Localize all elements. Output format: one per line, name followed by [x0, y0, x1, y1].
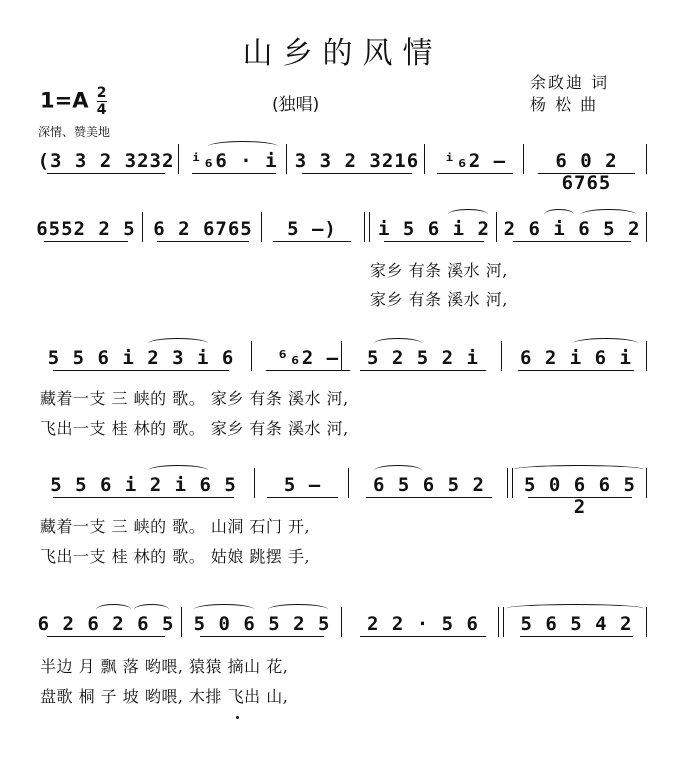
beam-line [200, 636, 324, 637]
composer: 杨 松 曲 [530, 95, 599, 114]
beam-line [366, 497, 492, 498]
beam-line [513, 241, 631, 242]
beam-line [273, 241, 350, 242]
measure: 5 0 6 6 5 2 [524, 474, 636, 518]
expression-mark: 深情、赞美地 [38, 125, 111, 139]
beam-line [192, 173, 276, 174]
measure: 5 — [260, 474, 345, 500]
beam-line [53, 497, 234, 498]
lyric-line: 半边 月 飘 落 哟喂, 猿猿 摘山 花, [40, 657, 289, 676]
measure: 6552 2 5 [36, 218, 136, 240]
beam-line [518, 370, 634, 371]
beam-line [267, 497, 338, 498]
lyric-line: 藏着一支 三 峡的 歌。 山洞 石门 开, [40, 517, 311, 536]
key-signature [40, 86, 107, 117]
measure: 5 —) [266, 218, 358, 244]
performance-note: (独唱) [272, 95, 320, 115]
measure: ⁱ₆2 — [430, 150, 520, 176]
measure: (3 3 2 3232 [37, 150, 175, 172]
measure: 6 0 2 6765 [529, 150, 644, 176]
measure: 2 6 i 6 5 2 [503, 218, 641, 240]
measure: 3 3 2 3216 [294, 150, 420, 172]
time-bottom: 4 [96, 102, 107, 118]
beam-line [520, 636, 633, 637]
measure: 5 2 5 2 i [348, 347, 498, 373]
measure: 6 5 6 5 2 [354, 474, 504, 500]
measure: ⁶₆2 — [258, 347, 358, 373]
score-system-3 [36, 337, 646, 373]
beam-line [266, 370, 350, 371]
score-system-4 [36, 464, 646, 518]
beam-line [360, 370, 486, 371]
score-system-5 [36, 603, 646, 639]
credits [530, 72, 609, 116]
key-label: 1=A [40, 88, 89, 113]
measure: 6 2 6 2 6 5 [37, 613, 175, 635]
lyric-line: 盘歌 桐 子 坡 哟喂, 木排 飞出 山, [40, 687, 289, 706]
measure: 5 5 6 i 2 3 i 6 [47, 347, 235, 369]
lyric-line: 飞出一支 桂 林的 歌。 姑娘 跳摆 手, [40, 547, 311, 566]
beam-line [302, 173, 411, 174]
song-title: 山乡的风情 [242, 36, 443, 71]
beam-line [157, 241, 249, 242]
measure: ⁱ₆6 · i [190, 150, 278, 172]
measure: 2 2 · 5 6 [348, 613, 498, 639]
measure: 6 2 6765 [153, 218, 253, 240]
measure: 5 6 5 4 2 [520, 613, 633, 635]
lyric-line: 家乡 有条 溪水 河, [370, 261, 508, 280]
beam-line [53, 370, 229, 371]
time-signature [97, 86, 107, 117]
score-system-1 [36, 140, 646, 194]
lyricist: 余政迪 词 [530, 73, 610, 92]
page-mark [236, 716, 239, 719]
measure: 5 0 6 5 2 5 [193, 613, 331, 635]
beam-line [44, 241, 128, 242]
beam-line [384, 241, 485, 242]
beam-line [360, 636, 486, 637]
beam-line [47, 636, 165, 637]
time-top: 2 [96, 85, 107, 101]
beam-line [437, 173, 513, 174]
beam-line [47, 173, 165, 174]
measure: 5 5 6 i 2 i 6 5 [50, 474, 237, 496]
lyric-line: 藏着一支 三 峡的 歌。 家乡 有条 溪水 河, [40, 389, 349, 408]
score-system-2 [36, 208, 646, 244]
measure: i 5 6 i 2 [378, 218, 490, 240]
beam-line [538, 173, 635, 174]
lyric-line: 家乡 有条 溪水 河, [370, 290, 508, 309]
lyric-line: 飞出一支 桂 林的 歌。 家乡 有条 溪水 河, [40, 419, 349, 438]
measure: 6 2 i 6 i [520, 347, 632, 369]
beam-line [528, 497, 632, 498]
